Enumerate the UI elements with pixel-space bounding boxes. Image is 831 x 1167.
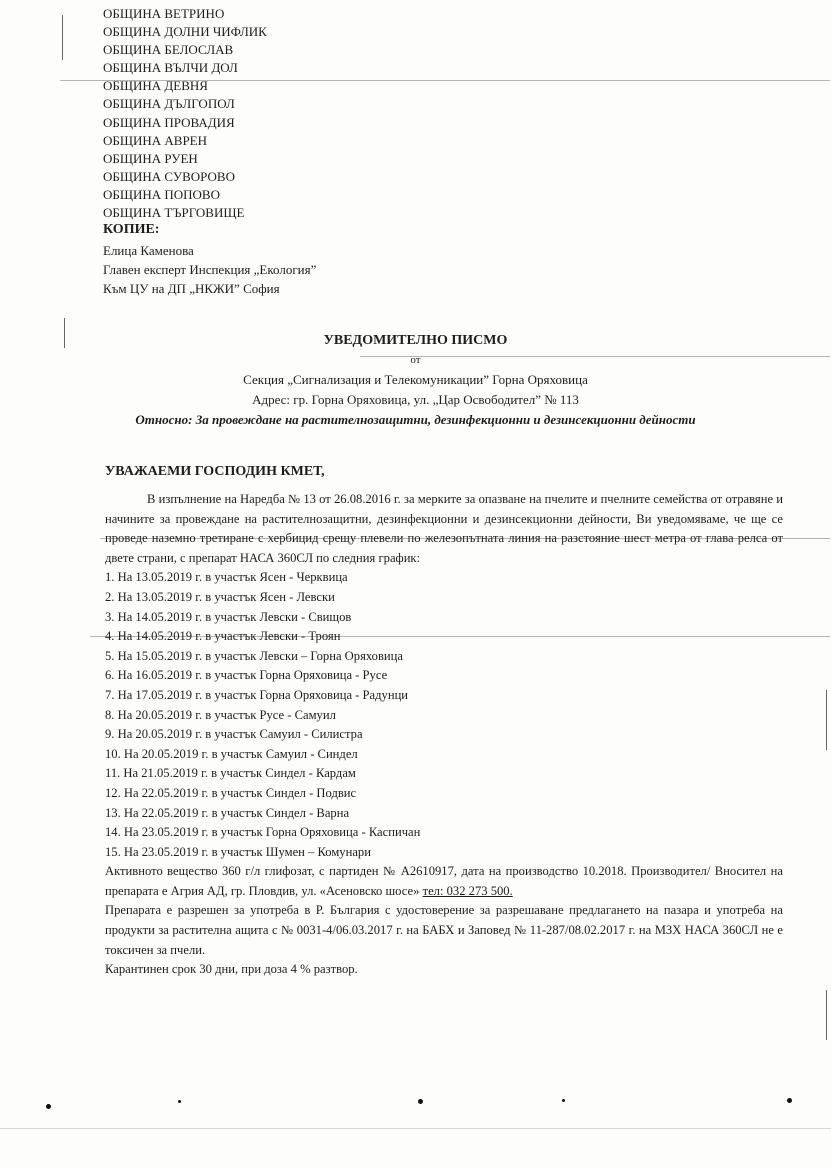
scan-dot (178, 1100, 181, 1103)
recipient-item: ОБЩИНА ДЕВНЯ (103, 78, 208, 94)
schedule-item: 15. На 23.05.2019 г. в участък Шумен – Комунари (105, 844, 371, 859)
recipient-item: ОБЩИНА ДОЛНИ ЧИФЛИК (103, 24, 267, 40)
scan-dot (562, 1099, 565, 1102)
scan-dot (418, 1099, 423, 1104)
manufacturer-phone: тел: 032 273 500. (422, 883, 513, 898)
scan-mark (826, 990, 827, 1040)
schedule-item: 2. На 13.05.2019 г. в участък Ясен - Левски (105, 589, 335, 604)
active-substance-text: Активното вещество 360 г/л глифозат, с партиден № А2610917, дата на производство 10.2018. Производител/ Вносител на препарата е Агрия АД, гр. Пловдив, ул. «Асеновско шосе» (105, 864, 783, 898)
letter-title: УВЕДОМИТЕЛНО ПИСМО (323, 333, 508, 348)
salutation: УВАЖАЕМИ ГОСПОДИН КМЕТ, (105, 464, 325, 479)
schedule-item: 13. На 22.05.2019 г. в участък Синдел - Варна (105, 805, 350, 820)
schedule-item: 6. На 16.05.2019 г. в участък Горна Оряховица - Русе (105, 668, 388, 683)
schedule-item: 10. На 20.05.2019 г. в участък Самуил - Синдел (105, 746, 358, 761)
copy-recipient: Към ЦУ на ДП „НКЖИ” София (103, 281, 280, 296)
scan-mark (826, 690, 827, 750)
recipients-list (103, 5, 267, 222)
scan-line (0, 1128, 831, 1129)
recipient-item: ОБЩИНА ДЪЛГОПОЛ (103, 96, 235, 112)
scan-dot (787, 1098, 792, 1103)
intro-paragraph: В изпълнение на Наредба № 13 от 26.08.2016 г. за мерките за опазване на пчелите и пчелните семейства от отравяне и начините за провеждане на растителнозащитни, дезинфекционни и дезинсекционни дейности, Ви уведомяваме, че ще се проведе наземно третиране с хербицид срещу плевели по железопътната линия на разстояние шест метра от глава релса от двете страни, с препарат НАСА 360СЛ по следния график: (105, 492, 783, 565)
schedule-item: 11. На 21.05.2019 г. в участък Синдел - Кардам (105, 766, 356, 781)
letter-body (105, 490, 783, 980)
schedule-item: 9. На 20.05.2019 г. в участък Самуил - Силистра (105, 727, 363, 742)
scan-mark (62, 15, 63, 60)
sender-section: Секция „Сигнализация и Телекомуникации” Горна Оряховица (243, 372, 588, 387)
recipient-item: ОБЩИНА СУВОРОВО (103, 168, 235, 184)
schedule-item: 8. На 20.05.2019 г. в участък Русе - Самуил (105, 707, 336, 722)
recipient-item: ОБЩИНА ПРОВАДИЯ (103, 114, 235, 130)
letter-from: от (410, 354, 421, 366)
schedule-item: 7. На 17.05.2019 г. в участък Горна Оряховица - Радунци (105, 687, 409, 702)
schedule-item: 12. На 22.05.2019 г. в участък Синдел - Подвис (105, 785, 357, 800)
recipient-item: ОБЩИНА ПОПОВО (103, 186, 220, 202)
recipient-item: ОБЩИНА ВЕТРИНО (103, 6, 225, 21)
letter-subject: Относно: За провеждане на растителнозащитни, дезинфекционни и дезинсекционни дейности (135, 412, 696, 427)
recipient-item: ОБЩИНА БЕЛОСЛАВ (103, 42, 234, 58)
active-substance-paragraph (105, 862, 783, 901)
schedule-item: 1. На 13.05.2019 г. в участък Ясен - Черквица (105, 570, 348, 585)
copy-recipient: Главен експерт Инспекция „Екология” (103, 262, 317, 277)
schedule-item: 4. На 14.05.2019 г. в участък Левски - Троян (105, 629, 341, 644)
sender-address: Адрес: гр. Горна Оряховица, ул. „Цар Освободител” № 113 (252, 392, 579, 407)
copies-list (103, 241, 316, 298)
scan-dot (46, 1104, 51, 1109)
quarantine-paragraph: Карантинен срок 30 дни, при доза 4 % разтвор. (105, 962, 358, 977)
recipient-item: ОБЩИНА ТЪРГОВИЩЕ (103, 205, 245, 221)
recipient-item: ОБЩИНА ВЪЛЧИ ДОЛ (103, 60, 238, 76)
schedule-item: 14. На 23.05.2019 г. в участък Горна Оряховица - Каспичан (105, 825, 421, 840)
recipient-item: ОБЩИНА АВРЕН (103, 132, 207, 148)
schedule-item: 5. На 15.05.2019 г. в участък Левски – Горна Оряховица (105, 648, 403, 663)
treatment-schedule (105, 568, 783, 862)
recipient-item: ОБЩИНА РУЕН (103, 150, 198, 166)
copies-heading: КОПИЕ: (103, 222, 160, 237)
permit-paragraph: Препарата е разрешен за употреба в Р. България с удостоверение за разрешаване предлагането на пазара и употреба на продукти за растителна ащита с № 0031-4/06.03.2017 г. на БАБХ и Заповед № 11-287/08.02.2017 г. на МЗХ НАСА 360СЛ не е токсичен за пчели. (105, 903, 783, 957)
copy-recipient: Елица Каменова (103, 243, 194, 258)
schedule-item: 3. На 14.05.2019 г. в участък Левски - Свищов (105, 609, 352, 624)
